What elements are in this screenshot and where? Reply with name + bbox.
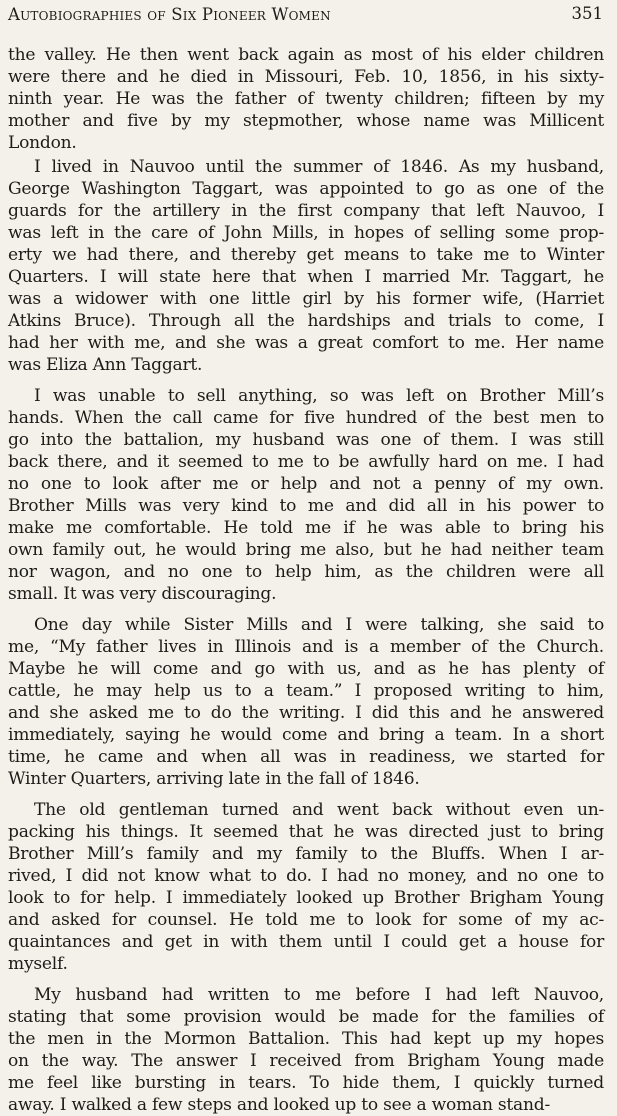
text-line: Brother Mills was very kind to me and did all in his power to	[8, 496, 604, 516]
paragraph	[8, 44, 604, 154]
text-line: and she asked me to do the writing. I did this and he answered	[8, 703, 604, 723]
text-line: time, he came and when all was in readiness, we started for	[8, 747, 604, 767]
text-line: mother and five by my stepmother, whose name was Millicent	[8, 111, 604, 131]
paragraph	[8, 799, 604, 975]
text-line: was left in the care of John Mills, in hopes of selling some prop-	[8, 223, 604, 243]
text-line: Atkins Bruce). Through all the hardships and trials to come, I	[8, 311, 604, 331]
text-line: One day while Sister Mills and I were talking, she said to	[34, 615, 604, 635]
text-line: nor wagon, and no one to help him, as the children were all	[8, 562, 604, 582]
text-line: was a widower with one little girl by his former wife, (Harriet	[8, 289, 604, 309]
text-line: the men in the Mormon Battalion. This had kept up my hopes	[8, 1029, 604, 1049]
text-line: Brother Mill’s family and my family to the Bluffs. When I ar-	[8, 844, 604, 864]
text-line: hands. When the call came for five hundred of the best men to	[8, 408, 604, 428]
text-line: immediately, saying he would come and bring a team. In a short	[8, 725, 604, 745]
text-line: own family out, he would bring me also, but he had neither team	[8, 540, 604, 560]
text-line: I was unable to sell anything, so was left on Brother Mill’s	[34, 386, 604, 406]
text-line: guards for the artillery in the first company that left Nauvoo, I	[8, 201, 604, 221]
text-line: me feel like bursting in tears. To hide them, I quickly turned	[8, 1073, 604, 1093]
text-line: the valley. He then went back again as most of his elder children	[8, 45, 604, 65]
paragraph	[8, 385, 604, 605]
paragraph	[8, 614, 604, 790]
text-line: cattle, he may help us to a team.” I proposed writing to him,	[8, 681, 604, 701]
text-line: Quarters. I will state here that when I married Mr. Taggart, he	[8, 267, 604, 287]
text-line: small. It was very discouraging.	[8, 584, 277, 604]
text-line: I lived in Nauvoo until the summer of 1846. As my husband,	[34, 157, 604, 177]
text-line: go into the battalion, my husband was one of them. I was still	[8, 430, 604, 450]
text-line: London.	[8, 133, 77, 153]
text-line: back there, and it seemed to me to be awfully hard on me. I had	[8, 452, 604, 472]
text-line: stating that some provision would be made for the families of	[8, 1007, 604, 1027]
text-line: myself.	[8, 954, 68, 974]
text-line: make me comfortable. He told me if he was able to bring his	[8, 518, 604, 538]
body-text	[8, 44, 604, 1116]
text-line: ninth year. He was the father of twenty children; fifteen by my	[8, 89, 604, 109]
running-head-title: Autobiographies of Six Pioneer Women	[8, 5, 331, 24]
page-number: 351	[571, 4, 603, 23]
text-line: George Washington Taggart, was appointed to go as one of the	[8, 179, 604, 199]
text-line: was Eliza Ann Taggart.	[8, 355, 203, 375]
text-line: were there and he died in Missouri, Feb. 10, 1856, in his sixty-	[8, 67, 604, 87]
paragraph	[8, 984, 604, 1116]
text-line: on the way. The answer I received from Brigham Young made	[8, 1051, 604, 1071]
text-line: Maybe he will come and go with us, and as he has plenty of	[8, 659, 604, 679]
text-line: away. I walked a few steps and looked up to see a woman stand-	[8, 1095, 550, 1115]
text-line: rived, I did not know what to do. I had no money, and no one to	[8, 866, 604, 886]
text-line: look to for help. I immediately looked up Brother Brigham Young	[8, 888, 604, 908]
paragraph	[8, 156, 604, 376]
text-line: me, “My father lives in Illinois and is a member of the Church.	[8, 637, 604, 657]
text-line: packing his things. It seemed that he was directed just to bring	[8, 822, 604, 842]
text-line: Winter Quarters, arriving late in the fall of 1846.	[8, 769, 420, 789]
text-line: had her with me, and she was a great comfort to me. Her name	[8, 333, 604, 353]
text-line: The old gentleman turned and went back without even un-	[34, 800, 604, 820]
text-line: My husband had written to me before I had left Nauvoo,	[34, 985, 604, 1005]
text-line: no one to look after me or help and not a penny of my own.	[8, 474, 604, 494]
text-line: quaintances and get in with them until I could get a house for	[8, 932, 604, 952]
text-line: and asked for counsel. He told me to look for some of my ac-	[8, 910, 604, 930]
text-line: erty we had there, and thereby get means to take me to Winter	[8, 245, 604, 265]
